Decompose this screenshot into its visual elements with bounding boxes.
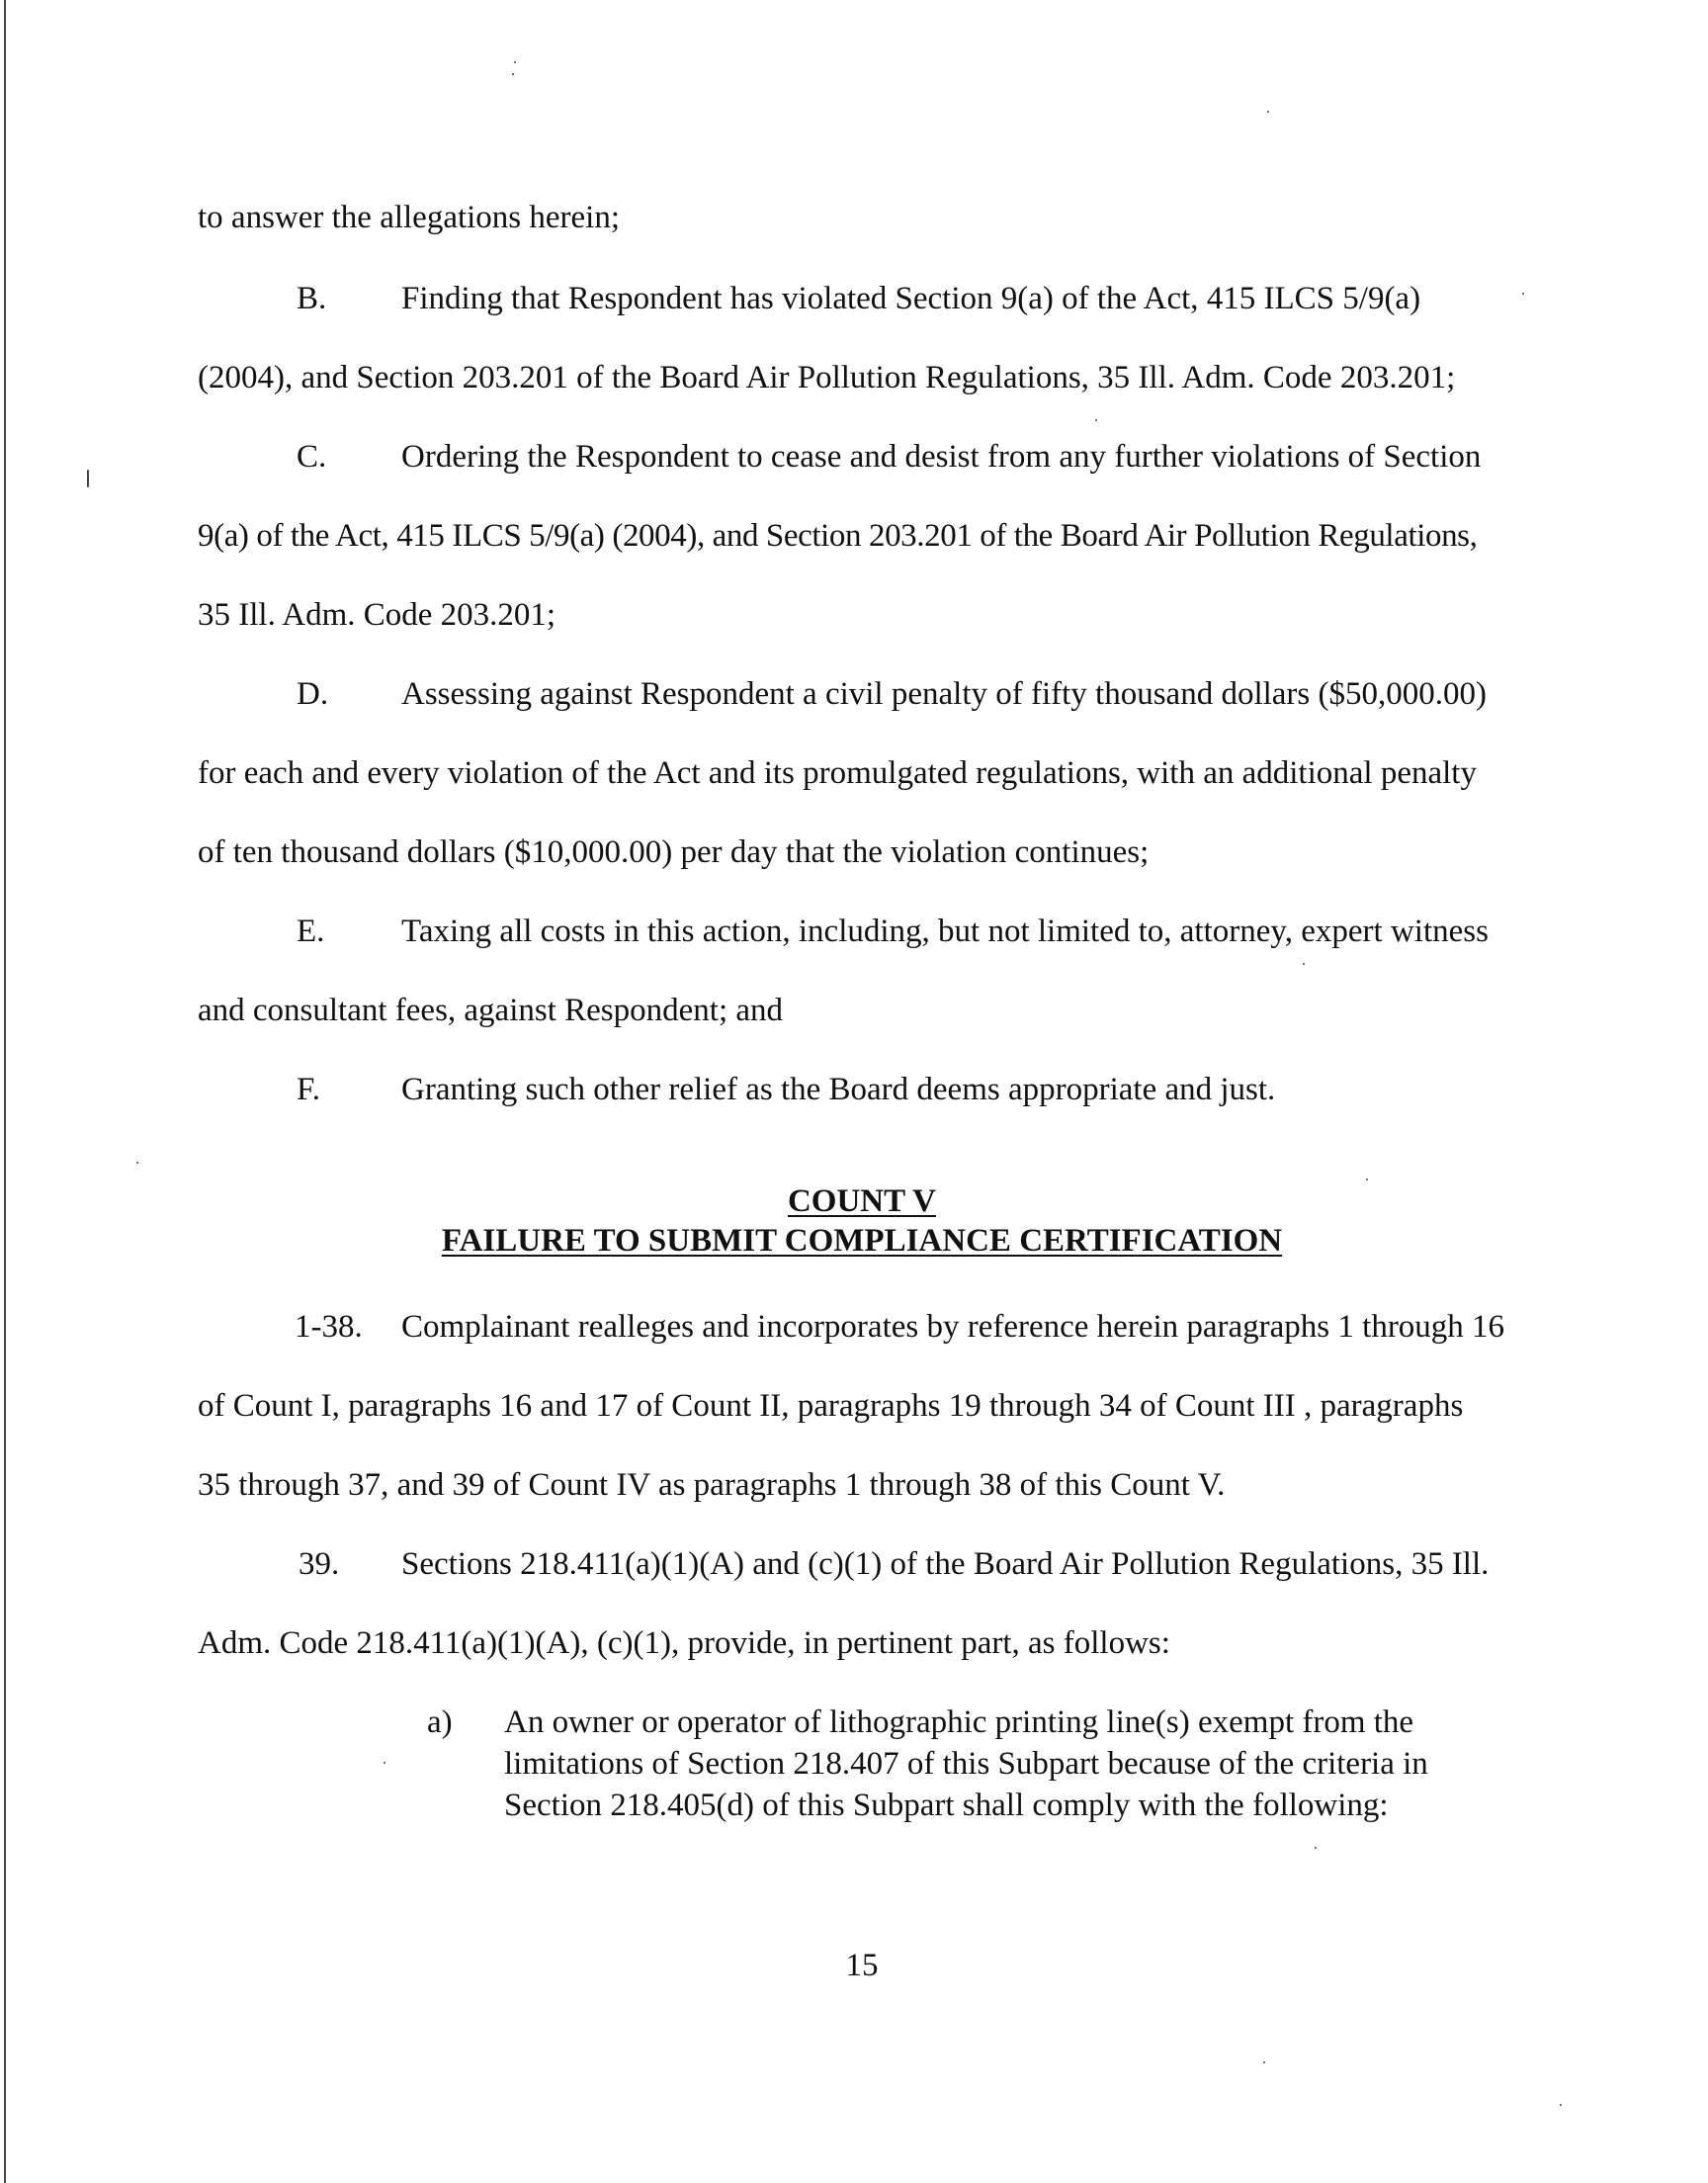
text-line: (2004), and Section 203.201 of the Board Air Pollution Regulations, 35 Ill. Adm. Code 203.201; [198,360,1456,395]
scan-speck [1263,2061,1265,2063]
scan-speck [384,1762,385,1764]
text-line: Sections 218.411(a)(1)(A) and (c)(1) of the Board Air Pollution Regulations, 35 Ill. [401,1546,1490,1582]
text-line: Finding that Respondent has violated Section 9(a) of the Act, 415 ILCS 5/9(a) [401,281,1421,316]
scan-speck [1315,1847,1317,1849]
item-label-c: C. [297,439,327,475]
scan-edge-line [4,0,6,2183]
scan-speck [1366,1179,1368,1180]
text-line: Granting such other relief as the Board deems appropriate and just. [401,1072,1276,1107]
item-label-d: D. [297,676,329,712]
text-line: Assessing against Respondent a civil penalty of fifty thousand dollars ($50,000.00) [401,676,1487,712]
item-label-e: E. [297,914,325,949]
text-line: 35 Ill. Adm. Code 203.201; [198,597,556,633]
text-line: of Count I, paragraphs 16 and 17 of Count II, paragraphs 19 through 34 of Count III , paragraphs [198,1388,1464,1424]
scan-speck [1303,963,1305,965]
text-line: 35 through 37, and 39 of Count IV as paragraphs 1 through 38 of this Count V. [198,1467,1226,1503]
text-line: Complainant realleges and incorporates by reference herein paragraphs 1 through 16 [401,1309,1505,1345]
scan-speck [1095,419,1097,421]
text-line: 9(a) of the Act, 415 ILCS 5/9(a) (2004), and Section 203.201 of the Board Air Pollution Regulations, [198,518,1478,554]
text-line: and consultant fees, against Respondent; and [198,993,784,1028]
text-line: for each and every violation of the Act and its promulgated regulations, with an additional penalty [198,755,1477,791]
page-number: 15 [845,1948,879,1983]
scan-speck [1267,111,1269,113]
text-line: Ordering the Respondent to cease and desist from any further violations of Section [401,439,1482,475]
text-line: Taxing all costs in this action, including, but not limited to, attorney, expert witness [401,914,1489,949]
scan-speck [1560,2104,1562,2106]
scan-speck [87,470,89,487]
paragraph-label: 39. [299,1546,340,1582]
text-line: of ten thousand dollars ($10,000.00) per day that the violation continues; [198,834,1150,870]
count-title: FAILURE TO SUBMIT COMPLIANCE CERTIFICATION [441,1223,1283,1259]
scan-speck [512,73,514,75]
item-label-b: B. [297,281,327,316]
text-line: Adm. Code 218.411(a)(1)(A), (c)(1), provide, in pertinent part, as follows: [198,1625,1170,1661]
quoted-regulation: An owner or operator of lithographic printing line(s) exempt from the limitations of Section 218.407 of this Subpart because of the criteria in Section 218.405(d) of this Subpart shall comply with the following: [504,1704,1428,1823]
item-label-f: F. [297,1072,320,1107]
scan-speck [136,1162,138,1164]
scan-speck [1522,293,1524,295]
text-line: to answer the allegations herein; [198,200,621,235]
quote-label: a) [427,1704,453,1740]
scan-speck [514,61,516,63]
count-heading: COUNT V [787,1183,937,1219]
paragraph-label: 1-38. [295,1309,363,1345]
